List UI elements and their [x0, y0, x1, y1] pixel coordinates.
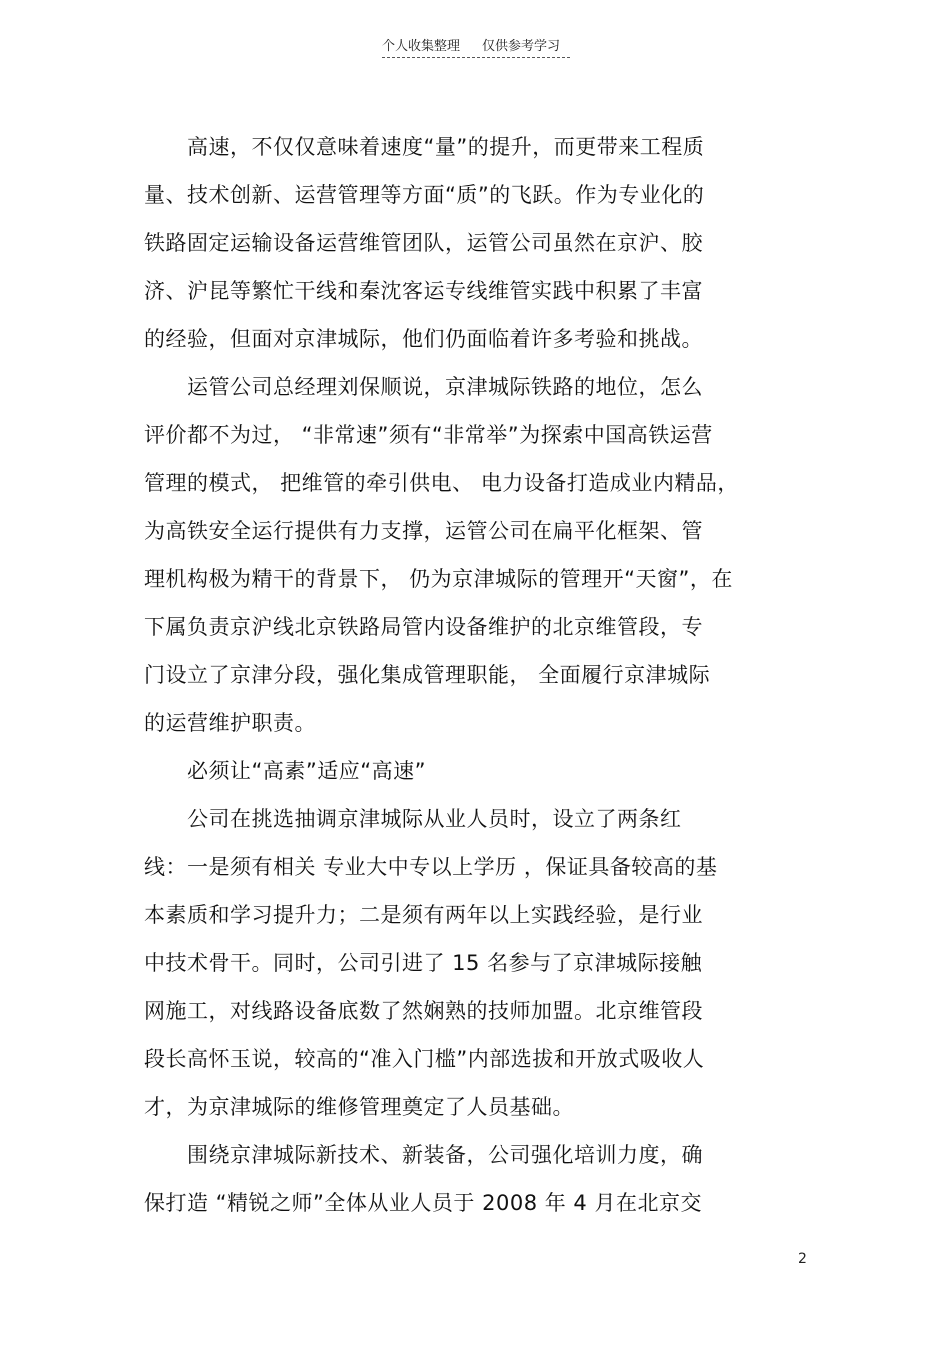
- body-line: 段长高怀玉说，较高的“准入门槛”内部选拔和开放式吸收人: [144, 1047, 705, 1071]
- body-line: 运管公司总经理刘保顺说，京津城际铁路的地位，怎么: [144, 375, 703, 399]
- page-number: 2: [798, 1251, 807, 1267]
- body-line: 的经验，但面对京津城际，他们仍面临着许多考验和挑战。: [144, 327, 703, 351]
- body-line: 的运营维护职责。: [144, 711, 316, 735]
- body-line: 铁路固定运输设备运营维管团队，运管公司虽然在京沪、胶: [144, 231, 703, 255]
- body-line: 管理的模式， 把维管的牵引供电、 电力设备打造成业内精品，: [144, 471, 739, 495]
- page-header: [382, 38, 570, 56]
- header-right-text: 仅供参考学习: [482, 39, 561, 54]
- body-line: 量、技术创新、运营管理等方面“质”的飞跃。作为专业化的: [144, 183, 705, 207]
- body-line: 网施工，对线路设备底数了然娴熟的技师加盟。北京维管段: [144, 999, 703, 1023]
- header-left-text: 个人收集整理: [382, 39, 461, 54]
- body-line: 高速，不仅仅意味着速度“量”的提升，而更带来工程质: [144, 135, 705, 159]
- body-line: 公司在挑选抽调京津城际从业人员时，设立了两条红: [144, 807, 682, 831]
- body-line: 中技术骨干。同时，公司引进了 15 名参与了京津城际接触: [144, 951, 703, 975]
- body-line: 济、沪昆等繁忙干线和秦沈客运专线维管实践中积累了丰富: [144, 279, 703, 303]
- body-line: 下属负责京沪线北京铁路局管内设备维护的北京维管段，专: [144, 615, 703, 639]
- body-line: 为高铁安全运行提供有力支撑，运管公司在扁平化框架、管: [144, 519, 703, 543]
- body-line: 才，为京津城际的维修管理奠定了人员基础。: [144, 1095, 574, 1119]
- body-line: 评价都不为过， “非常速”须有“非常举”为探索中国高铁运营: [144, 423, 713, 447]
- body-line: 必须让“高素”适应“高速”: [144, 759, 427, 783]
- body-line: 围绕京津城际新技术、新装备，公司强化培训力度，确: [144, 1143, 703, 1167]
- body-line: 本素质和学习提升力；二是须有两年以上实践经验，是行业: [144, 903, 703, 927]
- body-line: 理机构极为精干的背景下， 仍为京津城际的管理开“天窗”，在: [144, 567, 733, 591]
- body-line: 线：一是须有相关 专业大中专以上学历 ，保证具备较高的基: [144, 855, 718, 879]
- header-rule: [382, 57, 570, 58]
- body-line: 门设立了京津分段，强化集成管理职能， 全面履行京津城际: [144, 663, 711, 687]
- body-line: 保打造 “精锐之师”全体从业人员于 2008 年 4 月在北京交: [144, 1191, 702, 1215]
